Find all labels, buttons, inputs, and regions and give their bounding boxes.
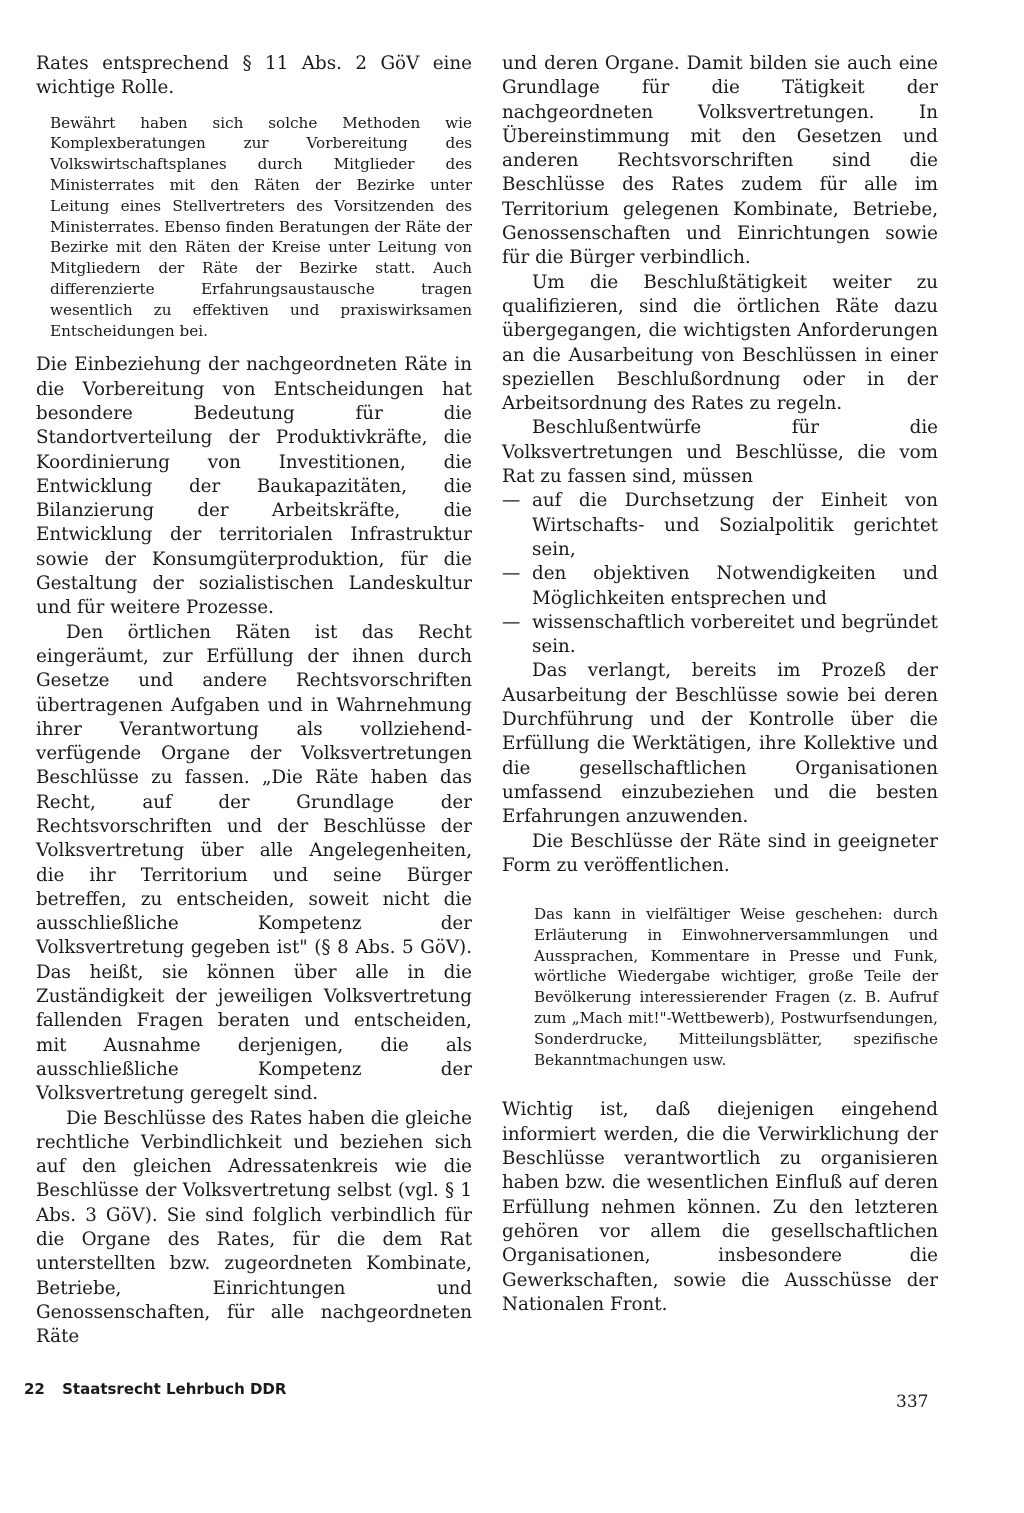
paragraph: Beschlußentwürfe für die Volksvertretungen und Beschlüsse, die vom Rat zu fassen sind, müssen [502,417,938,488]
right-column [502,52,938,1317]
paragraph: Die Beschlüsse der Räte sind in geeigneter Form zu veröffentlichen. [502,830,938,876]
printer-signature [24,1380,286,1398]
small-print-paragraph: Das kann in vielfältiger Weise geschehen: durch Erläuterung in Einwohnerversammlungen und Aussprachen, Kommentare in Presse und Funk, wörtliche Wiedergabe wichtiger, große Teile der Bevölkerung interessierender Fragen (z. B. Aufruf zum „Mach mit!"-Wettbewerb), Postwurfsendungen, Sonderdrucke, Mitteilungsblätter, spezifische Bekanntmachungen usw. [534,905,938,1069]
requirements-list [502,489,938,659]
signature-number: 22 [24,1380,45,1398]
paragraph: Die Einbeziehung der nachgeordneten Räte in die Vorbereitung von Entscheidungen hat besondere Bedeutung für die Standortverteilung der Produktivkräfte, die Koordinierung von Investitionen, die Entwicklung der Baukapazitäten, die Bilanzierung der Arbeitskräfte, die Entwicklung der territorialen Infrastruktur sowie der Konsumgüterproduktion, für die Gestaltung der sozialistischen Landeskultur und für weitere Prozesse. [36,354,472,619]
left-column [36,52,472,1350]
paragraph: Rates entsprechend § 11 Abs. 2 GöV eine wichtige Rolle. [36,53,472,99]
list-item: — auf die Durchsetzung der Einheit von Wirtschafts- und Sozialpolitik gerichtet sein, [502,489,938,562]
signature-title: Staatsrecht Lehrbuch DDR [62,1380,287,1398]
paragraph: Wichtig ist, daß diejenigen eingehend informiert werden, die die Verwirklichung der Beschlüsse verantwortlich zu organisieren haben bzw. die wesentlichen Einfluß auf deren Erfüllung nehmen können. Zu den letzteren gehören vor allem die gesellschaftlichen Organisationen, insbesondere die Gewerkschaften, sowie die Ausschüsse der Nationalen Front. [502,1099,938,1315]
paragraph: und deren Organe. Damit bilden sie auch eine Grundlage für die Tätigkeit der nachgeordneten Volksvertretungen. In Übereinstimmung mit den Gesetzen und anderen Rechtsvorschriften sind die Beschlüsse des Rates zudem für alle im Territorium gelegenen Kombinate, Betriebe, Genossenschaften und Einrichtungen sowie für die Bürger verbindlich. [502,53,938,269]
list-item: — den objektiven Notwendigkeiten und Möglichkeiten entsprechen und [502,562,938,611]
paragraph: Um die Beschlußtätigkeit weiter zu qualifizieren, sind die örtlichen Räte dazu übergegangen, die wichtigsten Anforderungen an die Ausarbeitung von Beschlüssen in einer speziellen Beschlußordnung oder in der Arbeitsordnung des Rates zu regeln. [502,271,938,415]
paragraph: Die Beschlüsse des Rates haben die gleiche rechtliche Verbindlichkeit und beziehen sich auf den gleichen Adressatenkreis wie die Beschlüsse der Volksvertretung selbst (vgl. § 1 Abs. 3 GöV). Sie sind folglich verbindlich für die Organe des Rates, für die dem Rat unterstellten bzw. zugeordneten Kombinate, Betriebe, Einrichtungen und Genossenschaften, für alle nachgeordneten Räte [36,1107,472,1348]
page-number: 337 [896,1392,929,1412]
paragraph: Das verlangt, bereits im Prozeß der Ausarbeitung der Beschlüsse sowie bei deren Durchführung und der Kontrolle über die Erfüllung die Werktätigen, ihre Kollektive und die gesellschaftlichen Organisationen umfassend einzubeziehen und die besten Erfahrungen anzuwenden. [502,660,938,828]
small-print-paragraph: Bewährt haben sich solche Methoden wie Komplexberatungen zur Vorbereitung des Volkswirtschaftsplanes durch Mitglieder des Ministerrates mit den Räten der Bezirke unter Leitung eines Stellvertreters des Vorsitzenden des Ministerrates. Ebenso finden Beratungen der Räte der Bezirke mit den Räten der Kreise unter Leitung von Mitgliedern der Räte der Bezirke statt. Auch differenzierte Erfahrungsaustausche tragen wesentlich zu effektiven und praxiswirksamen Entscheidungen bei. [50,113,472,340]
list-item: — wissenschaftlich vorbereitet und begründet sein. [502,611,938,660]
paragraph: Den örtlichen Räten ist das Recht eingeräumt, zur Erfüllung der ihnen durch Gesetze und andere Rechtsvorschriften übertragenen Aufgaben und in Wahrnehmung ihrer Verantwortung als vollziehend-verfügende Organe der Volksvertretungen Beschlüsse zu fassen. „Die Räte haben das Recht, auf der Grundlage der Rechtsvorschriften und der Beschlüsse der Volksvertretung über alle Angelegenheiten, die ihr Territorium und seine Bürger betreffen, zu entscheiden, soweit nicht die ausschließliche Kompetenz der Volksvertretung gegeben ist" (§ 8 Abs. 5 GöV). Das heißt, sie können über alle in die Zuständigkeit der jeweiligen Volksvertretung fallenden Fragen beraten und entscheiden, mit Ausnahme derjenigen, die als ausschließliche Kompetenz der Volksvertretung geregelt sind. [36,621,472,1105]
